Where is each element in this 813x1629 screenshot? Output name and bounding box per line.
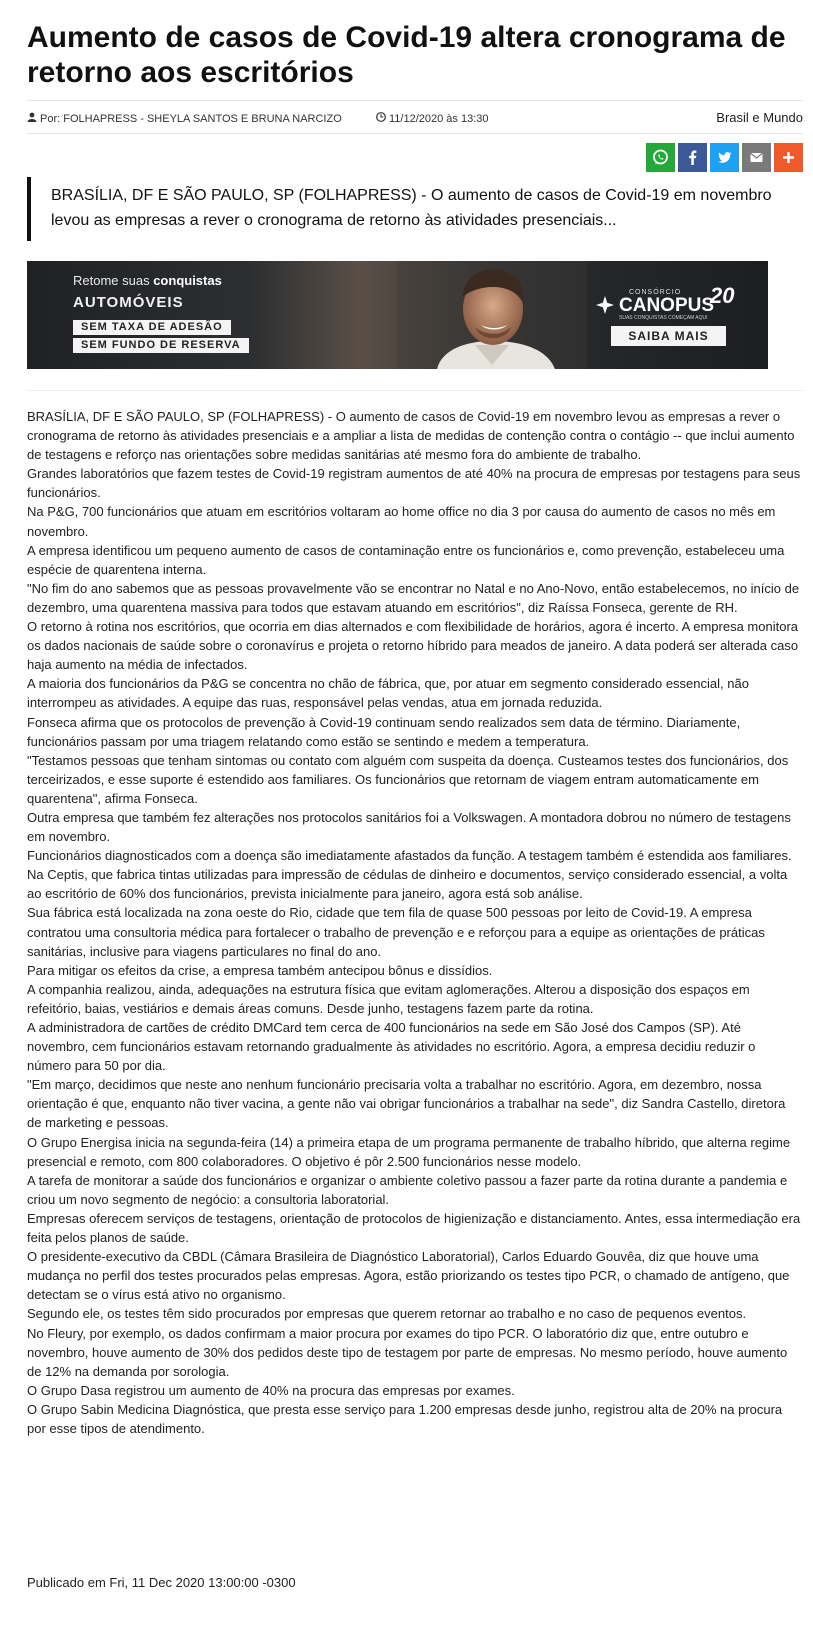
author-text: Por: FOLHAPRESS - SHEYLA SANTOS E BRUNA NARCIZO — [40, 112, 342, 125]
article-paragraph: BRASÍLIA, DF E SÃO PAULO, SP (FOLHAPRESS) - O aumento de casos de Covid-19 em novembro levou as empresas a rever o cronograma de retorno às atividades presenciais e a ampliar a lista de medidas de contenção contra o contágio -- que inclui aumento de testagens e reforço nas orientações sobre medidas sanitárias até mesmo fora do ambiente de trabalho. — [27, 409, 795, 463]
article-paragraph: Sua fábrica está localizada na zona oeste do Rio, cidade que tem fila de quase 500 pessoas por leito de Covid-19. A empresa contratou uma consultoria médica para fortalecer o trabalho de prevenção e e reforçou para a equipe as orientações de práticas sanitárias, inclusive para viagens particulares no final do ano. — [27, 905, 765, 959]
share-bar — [646, 143, 803, 172]
article-paragraph: O Grupo Sabin Medicina Diagnóstica, que presta esse serviço para 1.200 empresas desde junho, registrou alta de 20% na procura por esse tipos de atendimento. — [27, 1401, 783, 1436]
article-paragraph: O Grupo Dasa registrou um aumento de 40% na procura das empresas por exames. — [27, 1382, 515, 1398]
article-paragraph: Para mitigar os efeitos da crise, a empresa também antecipou bônus e dissídios. — [27, 962, 493, 978]
article-paragraph: Empresas oferecem serviços de testagens, orientação de protocolos de higienização e distanciamento. Antes, essa intermediação era feita pelos planos de saúde. — [27, 1210, 801, 1246]
published-timestamp: Publicado em Fri, 11 Dec 2020 13:00:00 -0300 — [27, 1575, 296, 1590]
ad-banner[interactable] — [27, 261, 768, 369]
article-meta — [27, 110, 803, 128]
article-headline: Aumento de casos de Covid-19 altera cronograma de retorno aos escritórios — [27, 21, 786, 89]
article-paragraph: Na P&G, 700 funcionários que atuam em escritórios voltaram ao home office no dia 3 por causa do aumento de casos no mês em novembro. — [27, 504, 776, 539]
plus-icon — [774, 143, 803, 172]
share-twitter-button[interactable] — [710, 143, 739, 172]
anniversary-badge: 20 — [710, 283, 735, 308]
article-paragraph: Fonseca afirma que os protocolos de prevenção à Covid-19 continuam sendo realizados sem data de término. Diariamente, funcionários passam por uma triagem relatando como estão se sentindo e medem a temperatura. — [27, 714, 741, 749]
whatsapp-icon — [646, 143, 675, 172]
article-paragraph: O presidente-executivo da CBDL (Câmara Brasileira de Diagnóstico Laboratorial), Carlos Eduardo Gouvêa, diz que houve uma mudança no perfil dos testes procurados pelas empresas. Agora, estão priorizando os testes tipo PCR, o chamado de antígeno, que detectam se o vírus está ativo no organismo. — [27, 1249, 790, 1303]
email-icon — [742, 143, 771, 172]
article-paragraph: "Em março, decidimos que neste ano nenhum funcionário precisaria volta a trabalhar no escritório. Agora, em dezembro, nossa orientação é que, enquanto não tiver vacina, a gente não vai obrigar funcionários a trabalhar na sede", diz Sandra Castello, diretora de marketing e pessoas. — [27, 1077, 786, 1131]
banner-benefit-2: SEM FUNDO DE RESERVA — [73, 338, 249, 353]
banner-person-image — [397, 261, 587, 369]
article-paragraph: Outra empresa que também fez alterações nos protocolos sanitários foi a Volkswagen. A montadora dobrou no número de testagens em novembro. — [27, 809, 791, 845]
article-paragraph: "No fim do ano sabemos que as pessoas provavelmente vão se encontrar no Natal e no Ano-Novo, então estabelecemos, no início de dezembro, uma quarentena massiva para todos que estavam atuando em escritórios", diz Raíssa Fonseca, gerente de RH. — [27, 580, 800, 615]
share-facebook-button[interactable] — [678, 143, 707, 172]
article-lead: BRASÍLIA, DF E SÃO PAULO, SP (FOLHAPRESS) - O aumento de casos de Covid-19 em novembro levou as empresas a rever o cronograma de retorno às atividades presenciais... — [27, 177, 803, 241]
article-paragraph: A empresa identificou um pequeno aumento de casos de contaminação entre os funcionários e, como prevenção, estabeleceu uma espécie de quarentena interna. — [27, 542, 785, 577]
clock-icon — [376, 112, 386, 125]
article-paragraph: Funcionários diagnosticados com a doença são imediatamente afastados da função. A testagem também é estendida aos familiares. — [27, 848, 792, 864]
banner-benefit-1: SEM TAXA DE ADESÃO — [73, 320, 231, 335]
article-paragraph: A administradora de cartões de crédito DMCard tem cerca de 400 funcionários na sede em São José dos Campos (SP). Até novembro, cem funcionários estavam retornando gradualmente às atividades no escritório. Agora, a empresa decidiu reduzir o número para 50 por dia. — [27, 1020, 756, 1074]
meta-divider-bottom — [27, 133, 803, 134]
canopus-logo: CONSÓRCIO CANOPUS SUAS CONQUISTAS COMEÇAM AQUI — [595, 289, 725, 319]
article-paragraph: Grandes laboratórios que fazem testes de Covid-19 registram aumentos de até 40% na procura de empresas por testagens para seus funcionários. — [27, 466, 801, 501]
section-link[interactable]: Brasil e Mundo — [716, 110, 803, 125]
article-paragraph: "Testamos pessoas que tenham sintomas ou contato com alguém com suspeita da doença. Custeamos testes dos funcionários, dos terceirizados, e esse suporte é estendido aos familiares. Os funcionários que retornam de viagem entram automaticamente em quarentena", afirma Fonseca. — [27, 752, 789, 806]
article-paragraph: O Grupo Energisa inicia na segunda-feira (14) a primeira etapa de um programa permanente de trabalho híbrido, que alterna regime presencial e remoto, com 800 colaboradores. O objetivo é pôr 2.500 funcionários nesse modelo. — [27, 1134, 791, 1169]
canopus-star-icon — [595, 295, 615, 315]
article-divider — [27, 390, 803, 391]
article-paragraph: A tarefa de monitorar a saúde dos funcionários e organizar o ambiente coletivo passou a fazer parte da rotina durante a pandemia e criou um novo segmento de negócio: a consultoria laboratorial. — [27, 1172, 788, 1207]
article-date — [376, 112, 489, 125]
user-icon — [27, 112, 37, 125]
meta-divider-top — [27, 100, 803, 101]
article-paragraph: O retorno à rotina nos escritórios, que ocorria em dias alternados e com flexibilidade de horários, agora é incerto. A empresa monitora os dados nacionais de saúde sobre o coronavírus e projeta o retorno híbrido para meados de janeiro. A data poderá ser alterada caso haja aumento na média de infectados. — [27, 619, 799, 673]
share-whatsapp-button[interactable] — [646, 143, 675, 172]
share-email-button[interactable] — [742, 143, 771, 172]
article-paragraph: A maioria dos funcionários da P&G se concentra no chão de fábrica, que, por atuar em segmento considerado essencial, não interrompeu as atividades. A equipe das ruas, responsável pelas vendas, atua em jornada reduzida. — [27, 676, 749, 711]
article-paragraph: Na Ceptis, que fabrica tintas utilizadas para impressão de cédulas de dinheiro e documentos, serviço considerado essencial, a volta ao escritório de 60% dos funcionários, prevista inicialmente para janeiro, agora está sob análise. — [27, 867, 788, 902]
article-paragraph: A companhia realizou, ainda, adequações na estrutura física que evitam aglomerações. Alterou a disposição dos espaços em refeitório, baias, vestiários e demais áreas comuns. Desde junho, testagens fazem parte da rotina. — [27, 981, 750, 1016]
article-paragraph: No Fleury, por exemplo, os dados confirmam a maior procura por exames do tipo PCR. O laboratório diz que, entre outubro e novembro, houve aumento de 30% dos pedidos deste tipo de testagem por parte de empresas. No mesmo período, houve aumento de 12% na demanda por sorologia. — [27, 1325, 788, 1379]
banner-category: AUTOMÓVEIS — [73, 294, 184, 311]
banner-headline: Retome suas conquistas — [73, 273, 222, 288]
facebook-icon — [678, 143, 707, 172]
twitter-icon — [710, 143, 739, 172]
article-author — [27, 112, 342, 125]
article-body — [27, 407, 803, 1438]
share-more-button[interactable] — [774, 143, 803, 172]
date-text: 11/12/2020 às 13:30 — [389, 112, 489, 125]
banner-cta-button[interactable]: SAIBA MAIS — [611, 326, 726, 346]
article-paragraph: Segundo ele, os testes têm sido procurados por empresas que querem retornar ao trabalho e no caso de pequenos eventos. — [27, 1306, 747, 1322]
